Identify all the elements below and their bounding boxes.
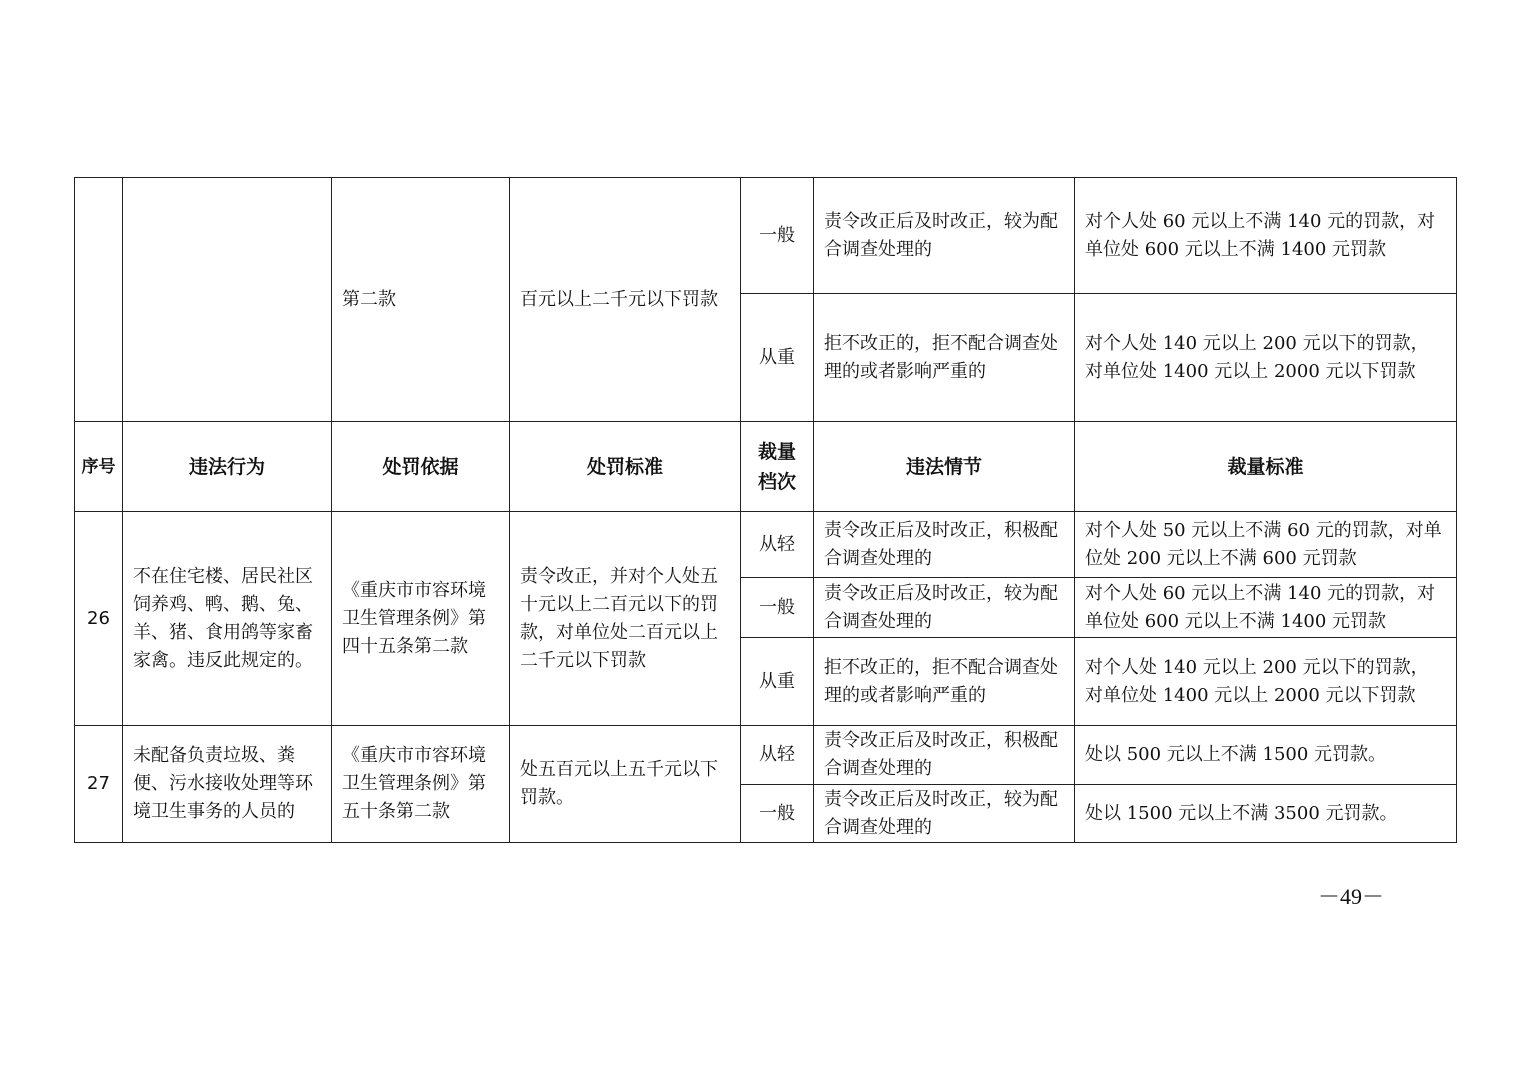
- cell-basis: 《重庆市市容环境卫生管理条例》第四十五条第二款: [332, 512, 510, 726]
- table-row: [75, 726, 1457, 785]
- header-violation: 违法行为: [123, 422, 332, 512]
- cell-no: [75, 178, 123, 422]
- cell-level: 一般: [741, 785, 814, 843]
- penalty-table: [74, 177, 1457, 843]
- cell-discretion: 对个人处 60 元以上不满 140 元的罚款，对单位处 600 元以上不满 1400 元罚款: [1075, 578, 1457, 638]
- cell-no: 26: [75, 512, 123, 726]
- cell-level: 从重: [741, 294, 814, 422]
- cell-discretion: 对个人处 140 元以上 200 元以下的罚款，对单位处 1400 元以上 2000 元以下罚款: [1075, 294, 1457, 422]
- cell-no: 27: [75, 726, 123, 843]
- cell-basis: 《重庆市市容环境卫生管理条例》第五十条第二款: [332, 726, 510, 843]
- cell-basis: 第二款: [332, 178, 510, 422]
- cell-violation: [123, 178, 332, 422]
- page-number: －49－: [1318, 884, 1385, 909]
- cell-discretion: 处以 500 元以上不满 1500 元罚款。: [1075, 726, 1457, 785]
- header-basis: 处罚依据: [332, 422, 510, 512]
- cell-discretion: 对个人处 50 元以上不满 60 元的罚款，对单位处 200 元以上不满 600 元罚款: [1075, 512, 1457, 578]
- cell-level: 一般: [741, 178, 814, 294]
- cell-standard: 处五百元以上五千元以下罚款。: [510, 726, 741, 843]
- cell-violation: 未配备负责垃圾、粪便、污水接收处理等环境卫生事务的人员的: [123, 726, 332, 843]
- cell-circumstance: 拒不改正的，拒不配合调查处理的或者影响严重的: [814, 638, 1075, 726]
- table-header-row: [75, 422, 1457, 512]
- cell-discretion: 处以 1500 元以上不满 3500 元罚款。: [1075, 785, 1457, 843]
- header-standard: 处罚标准: [510, 422, 741, 512]
- cell-violation: 不在住宅楼、居民社区饲养鸡、鸭、鹅、兔、羊、猪、食用鸽等家畜家禽。违反此规定的。: [123, 512, 332, 726]
- cell-discretion: 对个人处 140 元以上 200 元以下的罚款，对单位处 1400 元以上 2000 元以下罚款: [1075, 638, 1457, 726]
- header-circumstance: 违法情节: [814, 422, 1075, 512]
- header-discretion: 裁量标准: [1075, 422, 1457, 512]
- header-no: 序号: [75, 422, 123, 512]
- cell-circumstance: 责令改正后及时改正，积极配合调查处理的: [814, 512, 1075, 578]
- cell-circumstance: 拒不改正的，拒不配合调查处理的或者影响严重的: [814, 294, 1075, 422]
- header-level: 裁量档次: [741, 422, 814, 512]
- cell-standard: 责令改正，并对个人处五十元以上二百元以下的罚款，对单位处二百元以上二千元以下罚款: [510, 512, 741, 726]
- cell-level: 一般: [741, 578, 814, 638]
- cell-circumstance: 责令改正后及时改正，较为配合调查处理的: [814, 578, 1075, 638]
- cell-circumstance: 责令改正后及时改正，较为配合调查处理的: [814, 178, 1075, 294]
- cell-level: 从轻: [741, 726, 814, 785]
- cell-discretion: 对个人处 60 元以上不满 140 元的罚款，对单位处 600 元以上不满 1400 元罚款: [1075, 178, 1457, 294]
- table-row: [75, 512, 1457, 578]
- cell-circumstance: 责令改正后及时改正，积极配合调查处理的: [814, 726, 1075, 785]
- cell-level: 从轻: [741, 512, 814, 578]
- cell-level: 从重: [741, 638, 814, 726]
- table-row: [75, 178, 1457, 294]
- cell-circumstance: 责令改正后及时改正，较为配合调查处理的: [814, 785, 1075, 843]
- cell-standard: 百元以上二千元以下罚款: [510, 178, 741, 422]
